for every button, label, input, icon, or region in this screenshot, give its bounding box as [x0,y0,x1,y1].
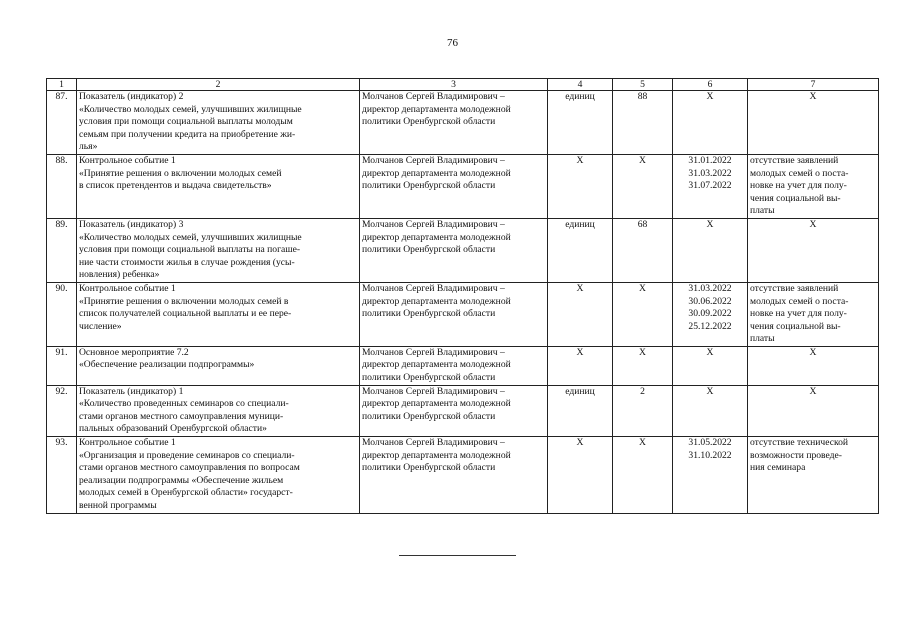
comment-line: X [809,218,817,230]
column-header: 6 [673,79,748,91]
event-name-line: Показатель (индикатор) 1 [79,385,184,397]
responsible-line: политики Оренбургской области [362,116,496,128]
date-line: 31.03.2022 [688,167,732,179]
responsible-cell [360,91,548,155]
responsible-line: директор департамента молодежной [362,231,511,243]
responsible-cell [360,282,548,346]
comment-line: новке на учет для полу- [750,308,847,320]
comment-cell [748,282,879,346]
event-name-line: условия при помощи социальной выплаты молодым [79,116,293,128]
table-row [47,91,879,155]
column-header: 7 [748,79,879,91]
event-name-line: в список претендентов и выдача свидетельств» [79,180,272,192]
comment-cell [748,154,879,218]
comment-line: X [809,346,817,358]
date-line: X [706,385,714,397]
date-line: 31.10.2022 [688,449,732,461]
responsible-line: Молчанов Сергей Владимирович – [362,91,505,102]
responsible-line: директор департамента молодежной [362,398,511,410]
date-line: 31.05.2022 [688,437,732,449]
unit-cell: X [548,282,613,346]
responsible-line: Молчанов Сергей Владимирович – [362,385,505,397]
event-name-line: новления) ребенка» [79,269,160,281]
comment-line: возможности проведе- [750,449,842,461]
table-row [47,346,879,385]
row-number: 87. [47,91,77,155]
responsible-line: политики Оренбургской области [362,410,496,422]
comment-cell [748,437,879,514]
event-name-line: семьям при получении кредита на приобретение жи- [79,128,296,140]
end-divider [399,555,516,556]
value-cell: 2 [613,385,673,436]
responsible-line: политики Оренбургской области [362,180,496,192]
dates-cell [673,154,748,218]
event-name-line: «Количество проведенных семинаров со специали- [79,398,289,410]
event-name-line: «Организация и проведение семинаров со специали- [79,449,295,461]
event-name-line: Основное мероприятие 7.2 [79,346,189,358]
value-cell: X [613,282,673,346]
value-cell: 68 [613,218,673,282]
dates-cell [673,346,748,385]
responsible-line: Молчанов Сергей Владимирович – [362,437,505,449]
comment-line: X [809,385,817,397]
responsible-cell [360,346,548,385]
event-name-line: Контрольное событие 1 [79,282,176,294]
header-row [47,79,879,91]
event-name-line: лья» [79,141,98,153]
responsible-line: директор департамента молодежной [362,359,511,371]
comment-line: отсутствие заявлений [750,282,839,294]
comment-cell [748,346,879,385]
responsible-line: Молчанов Сергей Владимирович – [362,218,505,230]
event-name-line: молодых семей в Оренбургской области» государст- [79,487,293,499]
row-number: 89. [47,218,77,282]
responsible-cell [360,218,548,282]
event-name-line: стами органов местного самоуправления по вопросам [79,462,300,474]
value-cell: X [613,154,673,218]
responsible-line: политики Оренбургской области [362,462,496,474]
event-name-line: ние части стоимости жилья в случае рождения (усы- [79,256,295,268]
responsible-line: Молчанов Сергей Владимирович – [362,154,505,166]
event-name-line: «Количество молодых семей, улучшивших жилищные [79,231,302,243]
event-name-cell [77,385,360,436]
date-line: X [706,346,714,358]
comment-line: новке на учет для полу- [750,180,847,192]
table-row [47,437,879,514]
unit-cell: единиц [548,218,613,282]
event-name-cell [77,346,360,385]
dates-cell [673,91,748,155]
date-line: 31.03.2022 [688,282,732,294]
event-name-line: Показатель (индикатор) 3 [79,218,184,230]
row-number: 90. [47,282,77,346]
value-cell: X [613,437,673,514]
event-name-line: венной программы [79,500,157,511]
dates-cell [673,437,748,514]
table-row [47,218,879,282]
column-header: 3 [360,79,548,91]
table-row [47,154,879,218]
event-name-line: Показатель (индикатор) 2 [79,91,184,102]
event-name-cell [77,91,360,155]
event-name-cell [77,154,360,218]
row-number: 91. [47,346,77,385]
row-number: 93. [47,437,77,514]
comment-line: чения социальной вы- [750,320,841,332]
responsible-cell [360,385,548,436]
date-line: X [706,91,714,102]
column-header: 1 [47,79,77,91]
responsible-line: политики Оренбургской области [362,372,496,384]
responsible-line: Молчанов Сергей Владимирович – [362,346,505,358]
comment-line: X [809,91,817,102]
event-name-line: условия при помощи социальной выплаты на погаше- [79,244,301,256]
responsible-line: политики Оренбургской области [362,308,496,320]
column-header: 2 [77,79,360,91]
dates-cell [673,385,748,436]
responsible-cell [360,154,548,218]
page-number: 76 [447,37,458,49]
date-line: 25.12.2022 [688,320,732,332]
value-cell: X [613,346,673,385]
responsible-line: директор департамента молодежной [362,167,511,179]
comment-cell [748,91,879,155]
event-name-line: пальных образований Оренбургской области» [79,423,267,435]
comment-line: молодых семей о поста- [750,295,849,307]
comment-line: чения социальной вы- [750,192,841,204]
responsible-line: Молчанов Сергей Владимирович – [362,282,505,294]
event-name-line: Контрольное событие 1 [79,437,176,449]
unit-cell: X [548,437,613,514]
responsible-line: политики Оренбургской области [362,244,496,256]
date-line: 31.01.2022 [688,154,732,166]
unit-cell: X [548,346,613,385]
row-number: 92. [47,385,77,436]
responsible-line: директор департамента молодежной [362,103,511,115]
comment-line: молодых семей о поста- [750,167,849,179]
event-name-cell [77,218,360,282]
unit-cell: X [548,154,613,218]
comment-line: платы [750,333,775,345]
plan-table [46,78,879,514]
date-line: 31.07.2022 [688,180,732,192]
event-name-line: Контрольное событие 1 [79,154,176,166]
responsible-line: директор департамента молодежной [362,295,511,307]
row-number: 88. [47,154,77,218]
event-name-line: числение» [79,320,122,332]
event-name-line: «Количество молодых семей, улучшивших жилищные [79,103,302,115]
table-row [47,385,879,436]
responsible-line: директор департамента молодежной [362,449,511,461]
date-line: X [706,218,714,230]
event-name-line: «Принятие решения о включении молодых семей [79,167,282,179]
unit-cell: единиц [548,91,613,155]
event-name-line: «Обеспечение реализации подпрограммы» [79,359,255,371]
column-header: 5 [613,79,673,91]
comment-line: ния семинара [750,462,806,474]
comment-cell [748,218,879,282]
comment-line: отсутствие заявлений [750,154,839,166]
comment-cell [748,385,879,436]
comment-line: платы [750,205,775,217]
event-name-cell [77,437,360,514]
event-name-line: список получателей социальной выплаты и ее пере- [79,308,292,320]
dates-cell [673,218,748,282]
value-cell: 88 [613,91,673,155]
dates-cell [673,282,748,346]
unit-cell: единиц [548,385,613,436]
date-line: 30.09.2022 [688,308,732,320]
event-name-cell [77,282,360,346]
event-name-line: стами органов местного самоуправления муници- [79,410,284,422]
table-row [47,282,879,346]
event-name-line: реализации подпрограммы «Обеспечение жильем [79,474,284,486]
date-line: 30.06.2022 [688,295,732,307]
table-body [47,91,879,514]
comment-line: отсутствие технической [750,437,849,449]
event-name-line: «Принятие решения о включении молодых семей в [79,295,289,307]
responsible-cell [360,437,548,514]
column-header: 4 [548,79,613,91]
